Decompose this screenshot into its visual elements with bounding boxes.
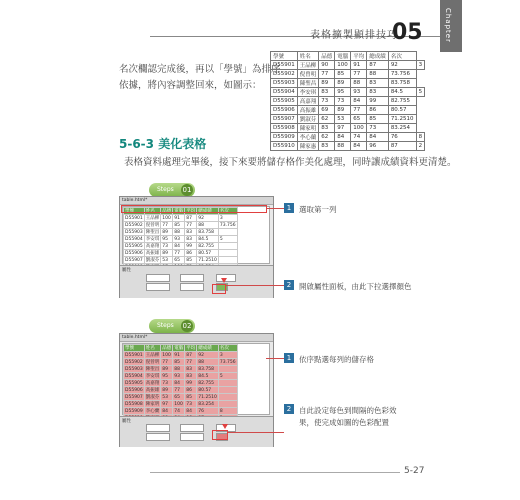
mini-table-cell: 品德 [319,52,335,61]
sheet-cell[interactable]: 名次 [218,345,237,352]
mini-table-cell: 陳聖昌 [297,79,319,88]
sheet-row[interactable] [124,387,238,394]
sheet-cell[interactable]: 73 [161,243,173,250]
sheet-cell[interactable]: 89 [161,229,173,236]
mini-table-cell: 總成績 [367,52,389,61]
sheet-cell[interactable]: 53 [161,257,173,264]
sheet-cell[interactable]: D55903 [125,229,143,235]
mini-table-cell: 62 [319,133,335,142]
sheet-cell[interactable]: 73.756 [219,222,236,228]
mini-table-cell: 2 [416,142,425,151]
mini-table-cell: 82.755 [388,97,416,106]
footer-rule [150,472,400,473]
step1-format-select[interactable] [146,274,170,282]
mini-table-row [271,70,425,79]
mini-table-cell: 李心蘭 [297,133,319,142]
sheet-row[interactable] [124,373,238,380]
mini-table-cell: 83.254 [388,124,416,133]
mini-table-cell: 53 [335,115,351,124]
sheet-row[interactable] [124,380,238,387]
mini-table-cell: D55905 [271,97,298,106]
step1-arrow-down-icon [221,278,227,283]
sheet-cell[interactable]: 高振雄 [145,251,160,256]
mini-table-row [271,133,425,142]
sheet-row[interactable] [124,345,238,352]
sheet-cell[interactable]: 8 [218,408,237,415]
sheet-cell[interactable]: 77 [173,250,185,257]
sheet-cell[interactable]: 99 [185,380,197,387]
mini-table-cell: 96 [367,142,389,151]
mini-table-row [271,142,425,151]
sheet-cell[interactable]: 83 [185,366,197,373]
sheet-cell[interactable]: 王品柳 [145,216,160,221]
mini-table-cell: 100 [351,124,367,133]
mini-table-row [271,61,425,70]
step2-badge-label: Steps [157,322,174,329]
mini-table-cell: 80.57 [388,106,416,115]
sheet-cell[interactable]: 88 [197,222,219,229]
mini-table-cell: 88 [367,70,389,79]
sheet-row[interactable] [124,352,238,359]
sheet-row[interactable] [124,359,238,366]
sheet-cell[interactable]: 總成績 [197,208,219,215]
sheet-cell[interactable] [218,229,237,236]
sheet-cell[interactable]: D55908 [125,401,143,407]
step2-callout1-text: 依序點選每列的儲存格 [299,355,374,364]
sheet-cell[interactable]: 李安琪 [145,374,160,379]
sheet-cell[interactable]: 77 [173,387,185,394]
sheet-cell[interactable]: D55904 [125,236,143,242]
header-title: 表格擴製顯排技巧 [310,30,398,41]
sheet-cell[interactable]: 88 [173,229,185,236]
chapter-number: 05 [392,20,423,45]
sheet-cell[interactable] [218,257,237,264]
sheet-row[interactable] [124,257,238,264]
sheet-cell[interactable]: 97 [161,401,173,408]
mini-table-row [271,124,425,133]
mini-table-cell: 95 [335,88,351,97]
step2-format-select[interactable] [146,424,170,432]
sheet-cell[interactable]: 品德 [162,346,172,351]
sheet-cell[interactable]: 李安琪 [145,237,160,242]
sheet-cell[interactable]: 倪曾明 [145,223,160,228]
sheet-cell[interactable]: 76 [197,408,219,415]
mini-table-cell: 69 [319,106,335,115]
sheet-cell[interactable]: 學號 [124,345,145,352]
step2-callout2-number: 2 [284,404,294,414]
mini-table-cell: 77 [351,106,367,115]
chapter-word: Chapter [444,8,452,43]
step2-badge [149,319,195,333]
sheet-row[interactable] [124,250,238,257]
sheet-cell[interactable]: 74 [173,408,185,415]
section-description: 表格資料處理完畢後，接下來要將儲存格作美化處理，同時讓成績資料更清楚。 [124,157,457,168]
mini-table-cell: 83.758 [388,79,416,88]
sheet-cell[interactable]: 82.755 [197,243,219,250]
mini-table-row [271,88,425,97]
mini-table-cell: 平均 [351,52,367,61]
sheet-cell[interactable]: 83.758 [197,366,219,373]
mini-table-container [270,51,425,151]
mini-table-cell: 84 [335,133,351,142]
mini-table-row [271,115,425,124]
mini-table-cell: D55903 [271,79,298,88]
sheet-cell[interactable]: 83.758 [197,229,219,236]
sheet-cell[interactable]: 倪曾明 [145,360,160,365]
mini-table-cell: 93 [351,88,367,97]
intro-line-2: 依據，將內容調整回來，如圖示： [119,80,262,91]
sheet-cell[interactable]: D55901 [125,352,143,358]
sheet-cell[interactable]: D55901 [125,215,143,221]
step1-window-title: table.html* [120,197,273,205]
mini-table [270,51,425,151]
sheet-cell[interactable]: 學號 [124,208,145,215]
sheet-cell[interactable]: 92 [197,352,219,359]
sheet-cell[interactable]: 85 [185,394,197,401]
sheet-row[interactable] [124,408,238,415]
mini-table-cell: 73 [367,124,389,133]
step1-callout1-number: 1 [284,203,294,213]
mini-table-cell: 88 [351,79,367,88]
mini-table-cell: D55901 [271,61,298,70]
sheet-cell[interactable]: 83 [185,236,197,243]
sheet-cell[interactable]: 陳家明 [145,402,160,407]
sheet-cell[interactable]: 77 [161,359,173,366]
sheet-cell[interactable]: 陳聖昌 [145,230,160,235]
step2-callout2-text-2: 果，使完成如圖的色彩配置 [299,418,389,427]
sheet-cell[interactable] [218,366,237,373]
step2-vert-select[interactable] [180,433,204,441]
mini-table-cell: 83 [367,79,389,88]
mini-table-cell: 100 [335,61,351,70]
step1-callout2-number: 2 [284,280,294,290]
mini-table-cell: 73.756 [388,70,416,79]
step1-callout1-line [266,208,284,209]
sheet-cell[interactable]: 80.57 [197,250,219,257]
step1-row-highlight [121,205,267,213]
sheet-cell[interactable]: 87 [185,215,197,222]
sheet-row[interactable] [124,243,238,250]
sheet-cell[interactable]: 劉淑芬 [145,395,160,400]
mini-table-cell: 85 [367,115,389,124]
mini-table-cell: D55908 [271,124,298,133]
sheet-cell[interactable]: 平均 [186,346,196,351]
sheet-cell[interactable]: D55906 [125,250,143,256]
sheet-cell[interactable]: D55902 [125,222,143,228]
sheet-row[interactable] [124,401,238,408]
sheet-cell[interactable]: 73.756 [219,359,236,365]
sheet-cell[interactable]: D55909 [125,408,143,414]
sheet-cell[interactable]: 93 [173,373,185,380]
mini-table-cell: 3 [416,61,425,70]
sheet-cell[interactable]: 77 [185,222,197,229]
sheet-row[interactable] [124,229,238,236]
step1-badge [149,183,195,197]
sheet-cell[interactable]: 86 [185,387,197,394]
chapter-tab [440,0,462,52]
step1-class-select[interactable] [180,274,204,282]
mini-table-cell: 77 [351,70,367,79]
sheet-cell[interactable]: 85 [173,222,185,229]
sheet-cell[interactable]: 88 [197,359,219,366]
mini-table-cell: 62 [319,115,335,124]
mini-table-cell: 89 [319,79,335,88]
step2-callout1-number: 1 [284,353,294,363]
sheet-cell[interactable]: 李心蘭 [145,409,160,414]
sheet-cell[interactable] [218,380,237,387]
mini-table-cell: 84 [351,142,367,151]
sheet-cell[interactable]: D55902 [125,359,143,365]
sheet-cell[interactable]: 71.2510 [198,257,217,263]
sheet-cell[interactable]: 84 [173,380,185,387]
mini-table-cell: 電腦 [335,52,351,61]
sheet-cell[interactable]: 王品柳 [145,353,160,358]
sheet-cell[interactable]: 65 [173,394,185,401]
sheet-cell[interactable]: 姓名 [144,345,161,352]
sheet-cell[interactable]: 87 [185,352,197,359]
sheet-cell[interactable]: 83 [185,229,197,236]
page-number: 5-27 [404,466,425,476]
sheet-cell[interactable]: 名次 [218,208,237,215]
sheet-cell[interactable] [218,394,237,401]
sheet-cell[interactable]: 83 [185,373,197,380]
sheet-cell[interactable]: 89 [161,366,173,373]
sheet-cell[interactable]: 總成績 [197,345,219,352]
mini-table-cell: 學號 [271,52,298,61]
sheet-cell[interactable]: 5 [218,236,237,243]
mini-table-cell: 91 [351,61,367,70]
step1-color-highlight [212,284,226,294]
sheet-row[interactable] [124,222,238,229]
sheet-cell[interactable]: 99 [185,243,197,250]
step2-window [119,333,274,447]
mini-table-cell: 劉淑芬 [297,115,319,124]
mini-table-cell: 84 [367,133,389,142]
sheet-cell[interactable]: 91 [173,215,185,222]
sheet-cell[interactable]: 91 [173,352,185,359]
step2-class-select[interactable] [180,424,204,432]
sheet-cell[interactable]: D55903 [125,366,143,372]
sheet-cell[interactable]: 品德 [162,209,172,214]
step2-color-highlight [212,430,228,440]
sheet-cell[interactable]: 85 [173,359,185,366]
sheet-cell[interactable]: 高嘉翔 [145,381,160,386]
mini-table-cell: 87 [367,61,389,70]
sheet-cell[interactable]: 65 [173,257,185,264]
sheet-cell[interactable]: 73 [185,401,197,408]
sheet-cell[interactable]: D55907 [125,257,143,263]
sheet-cell[interactable]: 73 [161,380,173,387]
mini-table-cell: 90 [319,61,335,70]
mini-table-cell: D55902 [271,70,298,79]
sheet-cell[interactable]: D55904 [125,373,143,379]
mini-table-cell: 王品柳 [297,61,319,70]
mini-table-cell: 87 [388,142,416,151]
sheet-cell[interactable]: 85 [185,257,197,264]
sheet-row[interactable] [124,215,238,222]
step1-callout2-text: 開啟屬性面板，由此下拉選擇顏色 [299,282,412,291]
mini-table-cell: 名次 [388,52,416,61]
mini-table-cell: 89 [335,79,351,88]
mini-table-cell: 88 [335,142,351,151]
sheet-cell[interactable]: 77 [161,222,173,229]
section-heading: 5-6-3 美化表格 [119,137,207,151]
sheet-cell[interactable]: 電腦 [174,209,184,214]
sheet-cell[interactable]: 53 [161,394,173,401]
sheet-cell[interactable]: 93 [173,236,185,243]
step2-arrow-down-icon [222,424,228,429]
mini-table-cell: 71.2510 [388,115,416,124]
sheet-cell[interactable]: 84.5 [197,236,219,243]
mini-table-cell: 83 [319,88,335,97]
sheet-cell[interactable]: 84 [173,243,185,250]
mini-table-cell: 83 [319,124,335,133]
sheet-cell[interactable]: 姓名 [144,208,161,215]
sheet-cell[interactable]: 80.57 [197,387,219,394]
step1-callout2-line [226,285,284,286]
sheet-cell[interactable]: 平均 [186,209,196,214]
sheet-cell[interactable]: 71.2510 [198,394,217,400]
step2-badge-number: 02 [182,322,192,330]
mini-table-cell: 73 [319,97,335,106]
sheet-cell[interactable]: D55905 [125,243,143,249]
step2-window-title: table.html* [120,334,273,342]
mini-table-cell: D55906 [271,106,298,115]
mini-table-cell: 陳家惠 [297,142,319,151]
sheet-row[interactable] [124,236,238,243]
mini-table-cell: D55907 [271,115,298,124]
sheet-cell[interactable]: 84 [185,408,197,415]
sheet-cell[interactable]: D55905 [125,380,143,386]
mini-table-cell: 高振雄 [297,106,319,115]
mini-table-cell: 姓名 [297,52,319,61]
sheet-cell[interactable]: 84.5 [197,373,219,380]
step2-callout2-text-1: 自此設定每色到間隔的色彩效 [299,406,397,415]
step2-sheet [122,343,270,415]
sheet-cell[interactable]: 89 [161,387,173,394]
sheet-row[interactable] [124,394,238,401]
sheet-cell[interactable] [218,250,237,257]
sheet-cell[interactable]: 95 [161,236,173,243]
step2-horz-select[interactable] [146,433,170,441]
step2-callout2-line [228,432,284,433]
step2-panel-title: 屬性 [122,419,131,424]
sheet-cell[interactable] [218,401,237,408]
mini-table-cell: 高嘉翔 [297,97,319,106]
mini-table-cell: D55904 [271,88,298,97]
mini-table-cell: 86 [367,106,389,115]
mini-table-cell: 89 [335,106,351,115]
step1-panel-title: 屬性 [122,268,131,273]
step1-badge-label: Steps [157,186,174,193]
mini-table-cell: 65 [351,115,367,124]
sheet-cell[interactable]: 77 [185,359,197,366]
mini-table-cell: D55909 [271,133,298,142]
step1-vert-select[interactable] [180,283,204,291]
step2-spreadsheet [123,344,238,422]
step2-callout1-line [266,358,284,359]
mini-table-cell: 76 [388,133,416,142]
sheet-cell[interactable]: 3 [218,352,237,359]
mini-table-cell: 李安琪 [297,88,319,97]
mini-table-cell: 8 [416,133,425,142]
sheet-cell[interactable]: 83.254 [197,401,219,408]
step1-callout1-text: 選取第一列 [299,205,337,214]
mini-table-cell: 84.5 [388,88,416,97]
sheet-row[interactable] [124,366,238,373]
sheet-cell[interactable]: 82.755 [197,380,219,387]
sheet-cell[interactable]: 88 [173,366,185,373]
sheet-cell[interactable]: D55906 [125,387,143,393]
sheet-cell[interactable]: 電腦 [174,346,184,351]
sheet-cell[interactable]: 高振雄 [145,388,160,393]
step1-badge-number: 01 [182,186,192,194]
mini-table-cell: 陳家明 [297,124,319,133]
mini-table-row [271,52,425,61]
sheet-cell[interactable]: 陳聖昌 [145,367,160,372]
mini-table-cell: 77 [319,70,335,79]
step1-sheet [122,206,270,264]
sheet-cell[interactable]: 高嘉翔 [145,244,160,249]
mini-table-row [271,79,425,88]
mini-table-cell: 99 [367,97,389,106]
mini-table-cell: 92 [388,61,416,70]
mini-table-row [271,97,425,106]
sheet-cell[interactable]: 5 [218,373,237,380]
sheet-cell[interactable] [218,243,237,250]
sheet-cell[interactable]: 3 [218,215,237,222]
sheet-cell[interactable]: 100 [162,352,171,358]
sheet-cell[interactable]: 89 [161,250,173,257]
mini-table-cell: 74 [351,133,367,142]
mini-table-cell: 97 [335,124,351,133]
mini-table-cell: 倪曾明 [297,70,319,79]
sheet-cell[interactable]: 92 [197,215,219,222]
mini-table-cell: 85 [335,70,351,79]
sheet-cell[interactable]: D55907 [125,394,143,400]
sheet-cell[interactable]: 100 [174,401,183,407]
intro-line-1: 名次欄認完成後，再以「學號」為排序 [119,64,281,75]
sheet-cell[interactable] [218,387,237,394]
sheet-cell[interactable]: 86 [185,250,197,257]
sheet-cell[interactable]: 劉淑芬 [145,258,160,263]
step1-horz-select[interactable] [146,283,170,291]
mini-table-cell: 73 [335,97,351,106]
mini-table-row [271,106,425,115]
sheet-cell[interactable]: 100 [162,215,171,221]
mini-table-cell: 83 [367,88,389,97]
mini-table-cell: 5 [416,88,425,97]
sheet-cell[interactable]: 84 [161,408,173,415]
mini-table-cell: 84 [351,97,367,106]
mini-table-cell: D55910 [271,142,298,151]
sheet-cell[interactable]: 95 [161,373,173,380]
mini-table-cell: 83 [319,142,335,151]
step1-properties-panel [120,265,273,298]
